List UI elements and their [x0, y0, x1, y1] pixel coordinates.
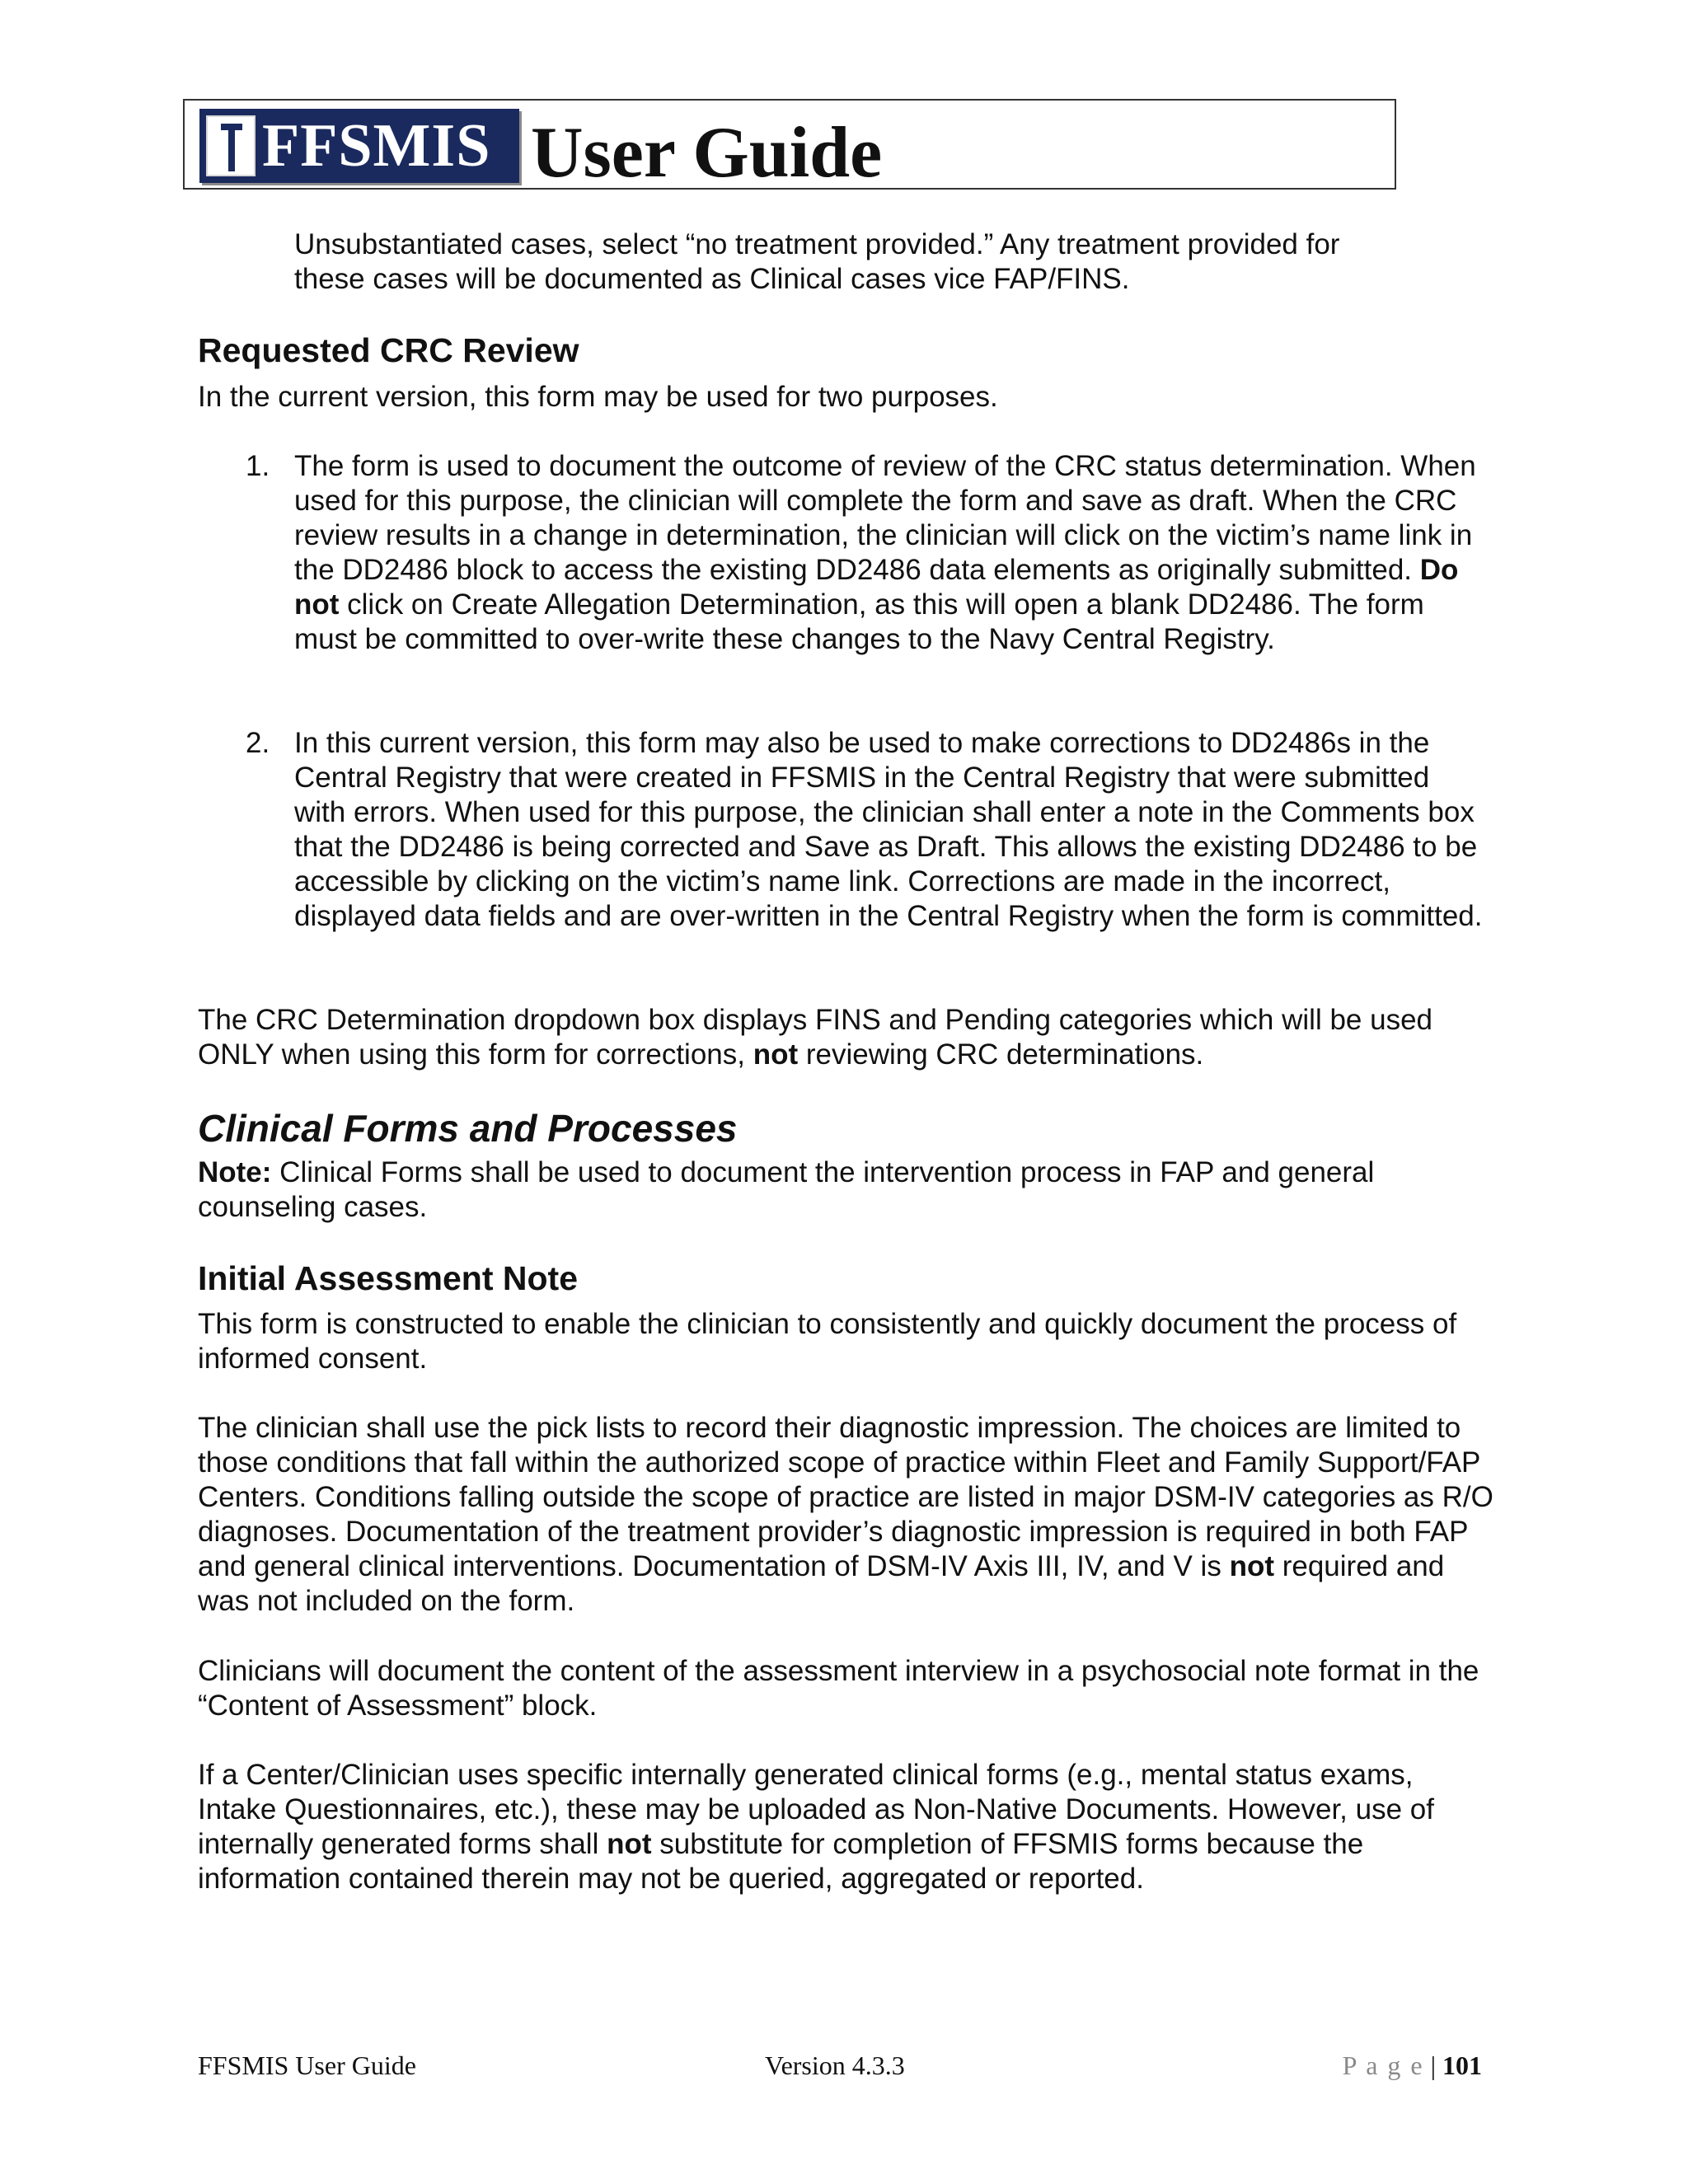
- ffsmis-logo: [199, 109, 519, 183]
- clinical-note: Note: Clinical Forms shall be used to document the intervention process in FAP and general counseling cases.: [198, 1156, 1375, 1223]
- page-label: P a g e: [1342, 2050, 1424, 2080]
- intro-line-2: these cases will be documented as Clinical cases vice FAP/FINS.: [294, 263, 1130, 295]
- footer-page: [1343, 2049, 1482, 2082]
- list-number-2: 2.: [246, 727, 270, 759]
- heading-clinical-forms: Clinical Forms and Processes: [198, 1107, 738, 1150]
- crc-dropdown-note: The CRC Determination dropdown box displays FINS and Pending categories which will be used ONLY when using this form for corrections, not reviewing CRC determinations.: [198, 1004, 1432, 1071]
- lighthouse-icon: [206, 115, 256, 176]
- assessment-para-4: If a Center/Clinician uses specific internally generated clinical forms (e.g., mental status exams, Intake Questionnaires, etc.), these may be uploaded as Non-Native Documents. However, use of internally generated forms shall not substitute for completion of FFSMIS forms because the information contained therein may not be queried, aggregated or reported.: [198, 1759, 1434, 1895]
- list-item-1: The form is used to document the outcome of review of the CRC status determination. When used for this purpose, the clinician will complete the form and save as draft. When the CRC review results in a change in determination, the clinician will click on the victim’s name link in the DD2486 block to access the existing DD2486 data elements as originally submitted. Do not click on Create Allegation Determination, as this will open a blank DD2486. The form must be committed to over-write these changes to the Navy Central Registry.: [294, 450, 1476, 655]
- footer-title: FFSMIS User Guide: [198, 2050, 416, 2080]
- list-item-2: In this current version, this form may also be used to make corrections to DD2486s in the Central Registry that were created in FFSMIS in the Central Registry that were submitted with errors. When used for this purpose, the clinician shall enter a note in the Comments box that the DD2486 is being corrected and Save as Draft. This allows the existing DD2486 to be accessible by clicking on the victim’s name link. Corrections are made in the incorrect, displayed data fields and are over-written in the Central Registry when the form is committed.: [294, 727, 1483, 932]
- heading-requested-crc-review: Requested CRC Review: [198, 331, 579, 369]
- intro-line-1: Unsubstantiated cases, select “no treatment provided.” Any treatment provided for: [294, 228, 1340, 260]
- page-number: 101: [1442, 2050, 1482, 2080]
- logo-text: FFSMIS: [262, 112, 491, 180]
- header-title: User Guide: [531, 113, 883, 193]
- page-separator: |: [1423, 2050, 1442, 2080]
- assessment-para-2: The clinician shall use the pick lists to record their diagnostic impression. The choices are limited to those conditions that fall within the authorized scope of practice within Fleet and Family Support/FAP Centers. Conditions falling outside the scope of practice are listed in major DSM-IV categories as R/O diagnoses. Documentation of the treatment provider’s diagnostic impression is required in both FAP and general clinical interventions. Documentation of DSM-IV Axis III, IV, and V is not required and was not included on the form.: [198, 1412, 1493, 1617]
- crc-review-intro: In the current version, this form may be used for two purposes.: [198, 381, 998, 413]
- list-number-1: 1.: [246, 450, 270, 482]
- footer-version: Version 4.3.3: [765, 2050, 905, 2080]
- heading-initial-assessment: Initial Assessment Note: [198, 1259, 579, 1297]
- header-banner: [183, 99, 1396, 193]
- assessment-para-3: Clinicians will document the content of the assessment interview in a psychosocial note format in the “Content of Assessment” block.: [198, 1655, 1479, 1722]
- assessment-para-1: This form is constructed to enable the clinician to consistently and quickly document the process of informed consent.: [198, 1308, 1457, 1375]
